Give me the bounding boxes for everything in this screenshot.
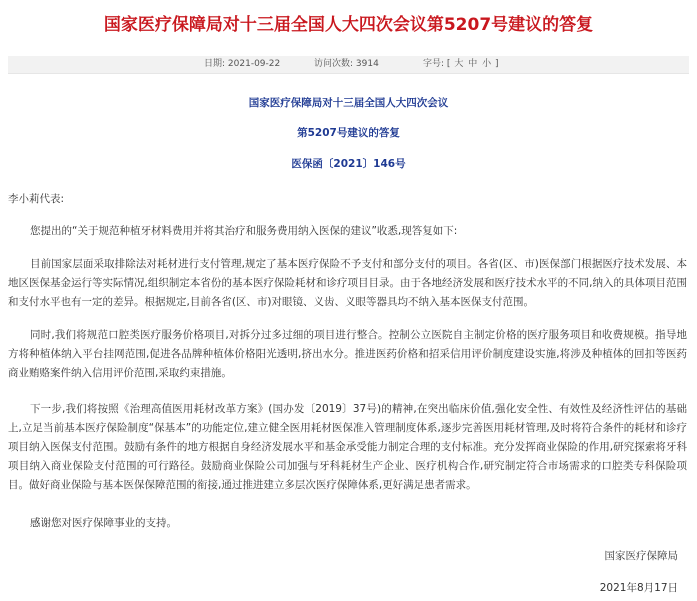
paragraph-next-steps: 下一步,我们将按照《治理高值医用耗材改革方案》(国办发〔2019〕37号)的精神,在突出临床价值,强化安全性、有效性及经济性评估的基础上,立足当前基本医疗保险制度“保基本”的功能定位,建立健全医用耗材医保准入管理制度体系,逐步完善医用耗材管理,及时将符合条件的耗材和诊疗项目纳入医保支付范围。鼓励有条件的地方根据自身经济发展水平和基金承受能力制定合理的支付标准。充分发挥商业保险的作用,研究探索将牙科项目纳入商业保险支付范围的可行路径。鼓励商业保险公司加强与牙科耗材生产企业、医疗机构合作,研究制定符合市场需求的口腔类专科保险项目。做好商业保险与基本医保保障范围的衔接,通过推进建立多层次医疗保障体系,更好满足患者需求。 [8, 403, 687, 491]
meta-bar [8, 56, 689, 74]
paragraph-thanks: 感谢您对医疗保障事业的支持。 [30, 517, 177, 529]
font-size-small[interactable]: 小 [482, 59, 492, 69]
heading-line-1: 国家医疗保障局对十三届全国人大四次会议 [248, 97, 449, 109]
document-number: 医保函〔2021〕146号 [291, 158, 406, 170]
page-title: 国家医疗保障局对十三届全国人大四次会议第5207号建议的答复 [103, 15, 594, 35]
signature-org: 国家医疗保障局 [604, 550, 678, 562]
paragraph-intro: 您提出的“关于规范种植牙材料费用并将其治疗和服务费用纳入医保的建议”收悉,现答复如下: [30, 225, 458, 237]
paragraph-pricing: 同时,我们将规范口腔类医疗服务价格项目,对拆分过多过细的项目进行整合。控制公立医院自主制定价格的医疗服务项目和收费规模。指导地方将种植体纳入平台挂网范围,促进各品牌种植体价格阳光透明,挤出水分。推进医药价格和招采信用评价制度建设实施,将涉及种植体的回扣等医药商业贿赂案件纳入信用评价范围,采取约束措施。 [8, 329, 687, 379]
font-size-large[interactable]: 大 [454, 59, 464, 69]
view-count: 访问次数: 3914 [314, 59, 379, 69]
font-size-medium[interactable]: 中 [468, 59, 478, 69]
salutation: 李小莉代表: [8, 193, 65, 205]
paragraph-payment-policy: 目前国家层面采取排除法对耗材进行支付管理,规定了基本医疗保险不予支付和部分支付的项目。各省(区、市)医保部门根据医疗技术发展、本地区医保基金运行等实际情况,组织制定本省份的基本医疗保险耗材和诊疗项目目录。由于各地经济发展和医疗技术水平的不同,纳入的具体项目范围和支付水平也有一定的差异。根据规定,目前各省(区、市)对眼镜、义齿、义眼等器具均不纳入基本医保支付范围。 [8, 258, 687, 308]
publish-date: 日期: 2021-09-22 [204, 59, 281, 69]
heading-line-2: 第5207号建议的答复 [297, 127, 400, 139]
font-size-selector: 字号: [ 大 中 小 ] [423, 59, 499, 69]
signature-date: 2021年8月17日 [599, 582, 678, 594]
